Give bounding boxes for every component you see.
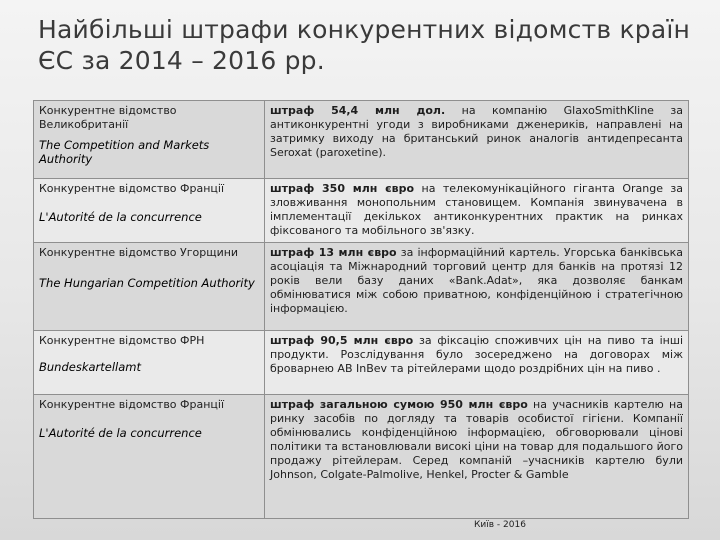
fine-amount: штраф 54,4 млн дол. bbox=[270, 104, 446, 117]
fine-amount: штраф загальною сумою 950 млн євро bbox=[270, 398, 528, 411]
fine-details-cell bbox=[265, 331, 689, 395]
table-row bbox=[34, 243, 689, 331]
agency-name-original: The Hungarian Competition Authority bbox=[39, 276, 255, 290]
agency-cell bbox=[34, 101, 265, 179]
fine-details-cell bbox=[265, 395, 689, 519]
table-row bbox=[34, 395, 689, 519]
agency-name-ua: Конкурентне відомство ФРН bbox=[39, 334, 205, 347]
fine-amount: штраф 350 млн євро bbox=[270, 182, 415, 195]
table-row bbox=[34, 179, 689, 243]
fine-details-cell bbox=[265, 179, 689, 243]
fine-description: на компанію GlaxoSmithKline за антиконкурентні угоди з виробниками дженериків, направлені на затримку виходу на британський ринок аналогів антидепресанта Seroxat (paroxetine). bbox=[270, 104, 683, 159]
fine-description: на учасників картелю на ринку засобів по догляду та товарів особистої гігієни. Компанії обмінювались конфіденційною інформацією, обговорювали цінові політики та встановлювали високі ціни на товар для подальшого його продажу рітейлерам. Серед компаній –учасників картелю були Johnson, Colgate-Palmolive, Henkel, Procter & Gamble bbox=[270, 398, 683, 481]
fines-table bbox=[33, 100, 689, 519]
fine-description: за фіксацію споживчих цін на пиво та інші продукти. Розслідування було зосереджено на договорах між броварнею AB InBev та рітейлерами щодо роздрібних цін на пиво . bbox=[270, 334, 683, 375]
table-row bbox=[34, 101, 689, 179]
agency-cell bbox=[34, 243, 265, 331]
agency-name-original: Bundeskartellamt bbox=[39, 360, 142, 374]
agency-name-ua: Конкурентне відомство Франції bbox=[39, 182, 225, 195]
fine-description: на телекомунікаційного гіганта Orange за зловживання монопольним становищем. Компанія звинувачена в імплементації декількох антиконкурентних практик на ринках фіксованого та мобільного зв'язку. bbox=[270, 182, 683, 237]
agency-cell bbox=[34, 331, 265, 395]
table-row bbox=[34, 331, 689, 395]
agency-name-ua: Конкурентне відомство Франції bbox=[39, 398, 225, 411]
fine-details-cell bbox=[265, 101, 689, 179]
fine-amount: штраф 13 млн євро bbox=[270, 246, 397, 259]
fine-amount: штраф 90,5 млн євро bbox=[270, 334, 414, 347]
agency-name-ua: Конкурентне відомство Угорщини bbox=[39, 246, 239, 259]
agency-name-original: L'Autorité de la concurrence bbox=[39, 426, 202, 440]
slide-title: Найбільші штрафи конкурентних відомств країн ЄС за 2014 – 2016 рр. bbox=[38, 15, 691, 75]
fine-description: за інформаційний картель. Угорська банківська асоціація та Міжнародний торговий центр для банків на протязі 12 років вели базу даних «Bank.Adat», яка дозволяє банкам обмінюватися між собою приватною, конфіденційною і стратегічною інформацією. bbox=[270, 246, 683, 315]
agency-name-ua: Конкурентне відомство Великобританії bbox=[39, 104, 177, 131]
slide-footer: Київ - 2016 bbox=[474, 520, 526, 530]
agency-name-original: The Competition and Markets Authority bbox=[39, 138, 210, 166]
agency-name-original: L'Autorité de la concurrence bbox=[39, 210, 202, 224]
fine-details-cell bbox=[265, 243, 689, 331]
agency-cell bbox=[34, 179, 265, 243]
agency-cell bbox=[34, 395, 265, 519]
